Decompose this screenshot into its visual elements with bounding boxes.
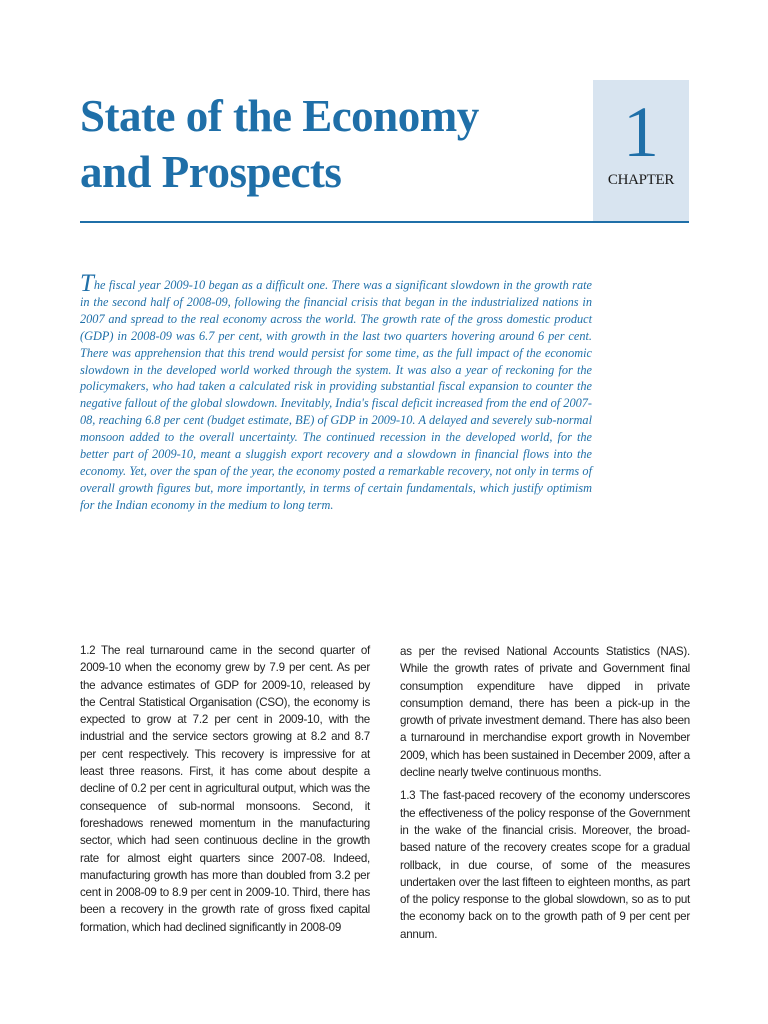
intro-dropcap: T: [80, 270, 94, 297]
chapter-badge: [593, 80, 689, 222]
chapter-number: 1: [623, 92, 659, 172]
chapter-title-line-2: and Prospects: [80, 147, 342, 197]
chapter-title-line-1: State of the Economy: [80, 91, 479, 141]
intro-text: he fiscal year 2009-10 began as a difficult one. There was a significant slowdown in the growth rate in the second half of 2008-09, following the financial crisis that began in the industrialized nations in 2007 and spread to the real economy across the world. The growth rate of the gross domestic product (GDP) in 2008-09 was 6.7 per cent, with growth in the last two quarters hovering around 6 per cent. There was apprehension that this trend would persist for some time, as the full impact of the economic slowdown in the developed world worked through the system. It was also a year of reckoning for the policymakers, who had taken a calculated risk in providing substantial fiscal expansion to counter the negative fallout of the global slowdown. Inevitably, India's fiscal deficit increased from the end of 2007-08, reaching 6.8 per cent (budget estimate, BE) of GDP in 2009-10. A delayed and severely sub-normal monsoon added to the overall uncertainty. The continued recession in the developed world, for the better part of 2009-10, meant a sluggish export recovery and a slowdown in financial flows into the economy. Yet, over the span of the year, the economy posted a remarkable recovery, not only in terms of overall growth figures but, more importantly, in terms of certain fundamentals, which justify optimism for the Indian economy in the medium to long term.: [80, 278, 592, 512]
title-divider: [80, 221, 689, 223]
right-column: [400, 643, 690, 943]
left-column: [80, 642, 370, 936]
paragraph-1-2: 1.2 The real turnaround came in the second quarter of 2009-10 when the economy grew by 7.9 per cent. As per the advance estimates of GDP for 2009-10, released by the Central Statistical Organisation (CSO), the economy is expected to grow at 7.2 per cent in 2009-10, with the industrial and the service sectors growing at 8.2 and 8.7 per cent respectively. This recovery is impressive for at least three reasons. First, it has come about despite a decline of 0.2 per cent in agricultural output, which was the consequence of sub-normal monsoons. Second, it foreshadows renewed momentum in the manufacturing sector, which had seen continuous decline in the growth rate for almost eight quarters since 2007-08. Indeed, manufacturing growth has more than doubled from 3.2 per cent in 2008-09 to 8.9 per cent in 2009-10. Third, there has been a recovery in the growth rate of gross fixed capital formation, which had declined significantly in 2008-09: [80, 644, 370, 934]
paragraph-1-2-continued: as per the revised National Accounts Statistics (NAS). While the growth rates of private and Government final consumption expenditure have dipped in private consumption demand, there has been a pick-up in the growth of private investment demand. There has also been a turnaround in merchandise export growth in November 2009, which has been sustained in December 2009, after a decline nearly twelve continuous months.: [400, 645, 690, 780]
intro-paragraph: [80, 270, 592, 514]
chapter-label: CHAPTER: [607, 172, 675, 188]
chapter-title: [80, 88, 580, 200]
paragraph-1-3: 1.3 The fast-paced recovery of the economy underscores the effectiveness of the policy response of the Government in the wake of the financial crisis. Moreover, the broad- based nature of the recovery creates scope for a gradual rollback, in due course, of some of the measures undertaken over the last fifteen to eighteen months, as part of the policy response to the global slowdown, so as to put the economy back on to the growth path of 9 per cent per annum.: [400, 789, 690, 941]
